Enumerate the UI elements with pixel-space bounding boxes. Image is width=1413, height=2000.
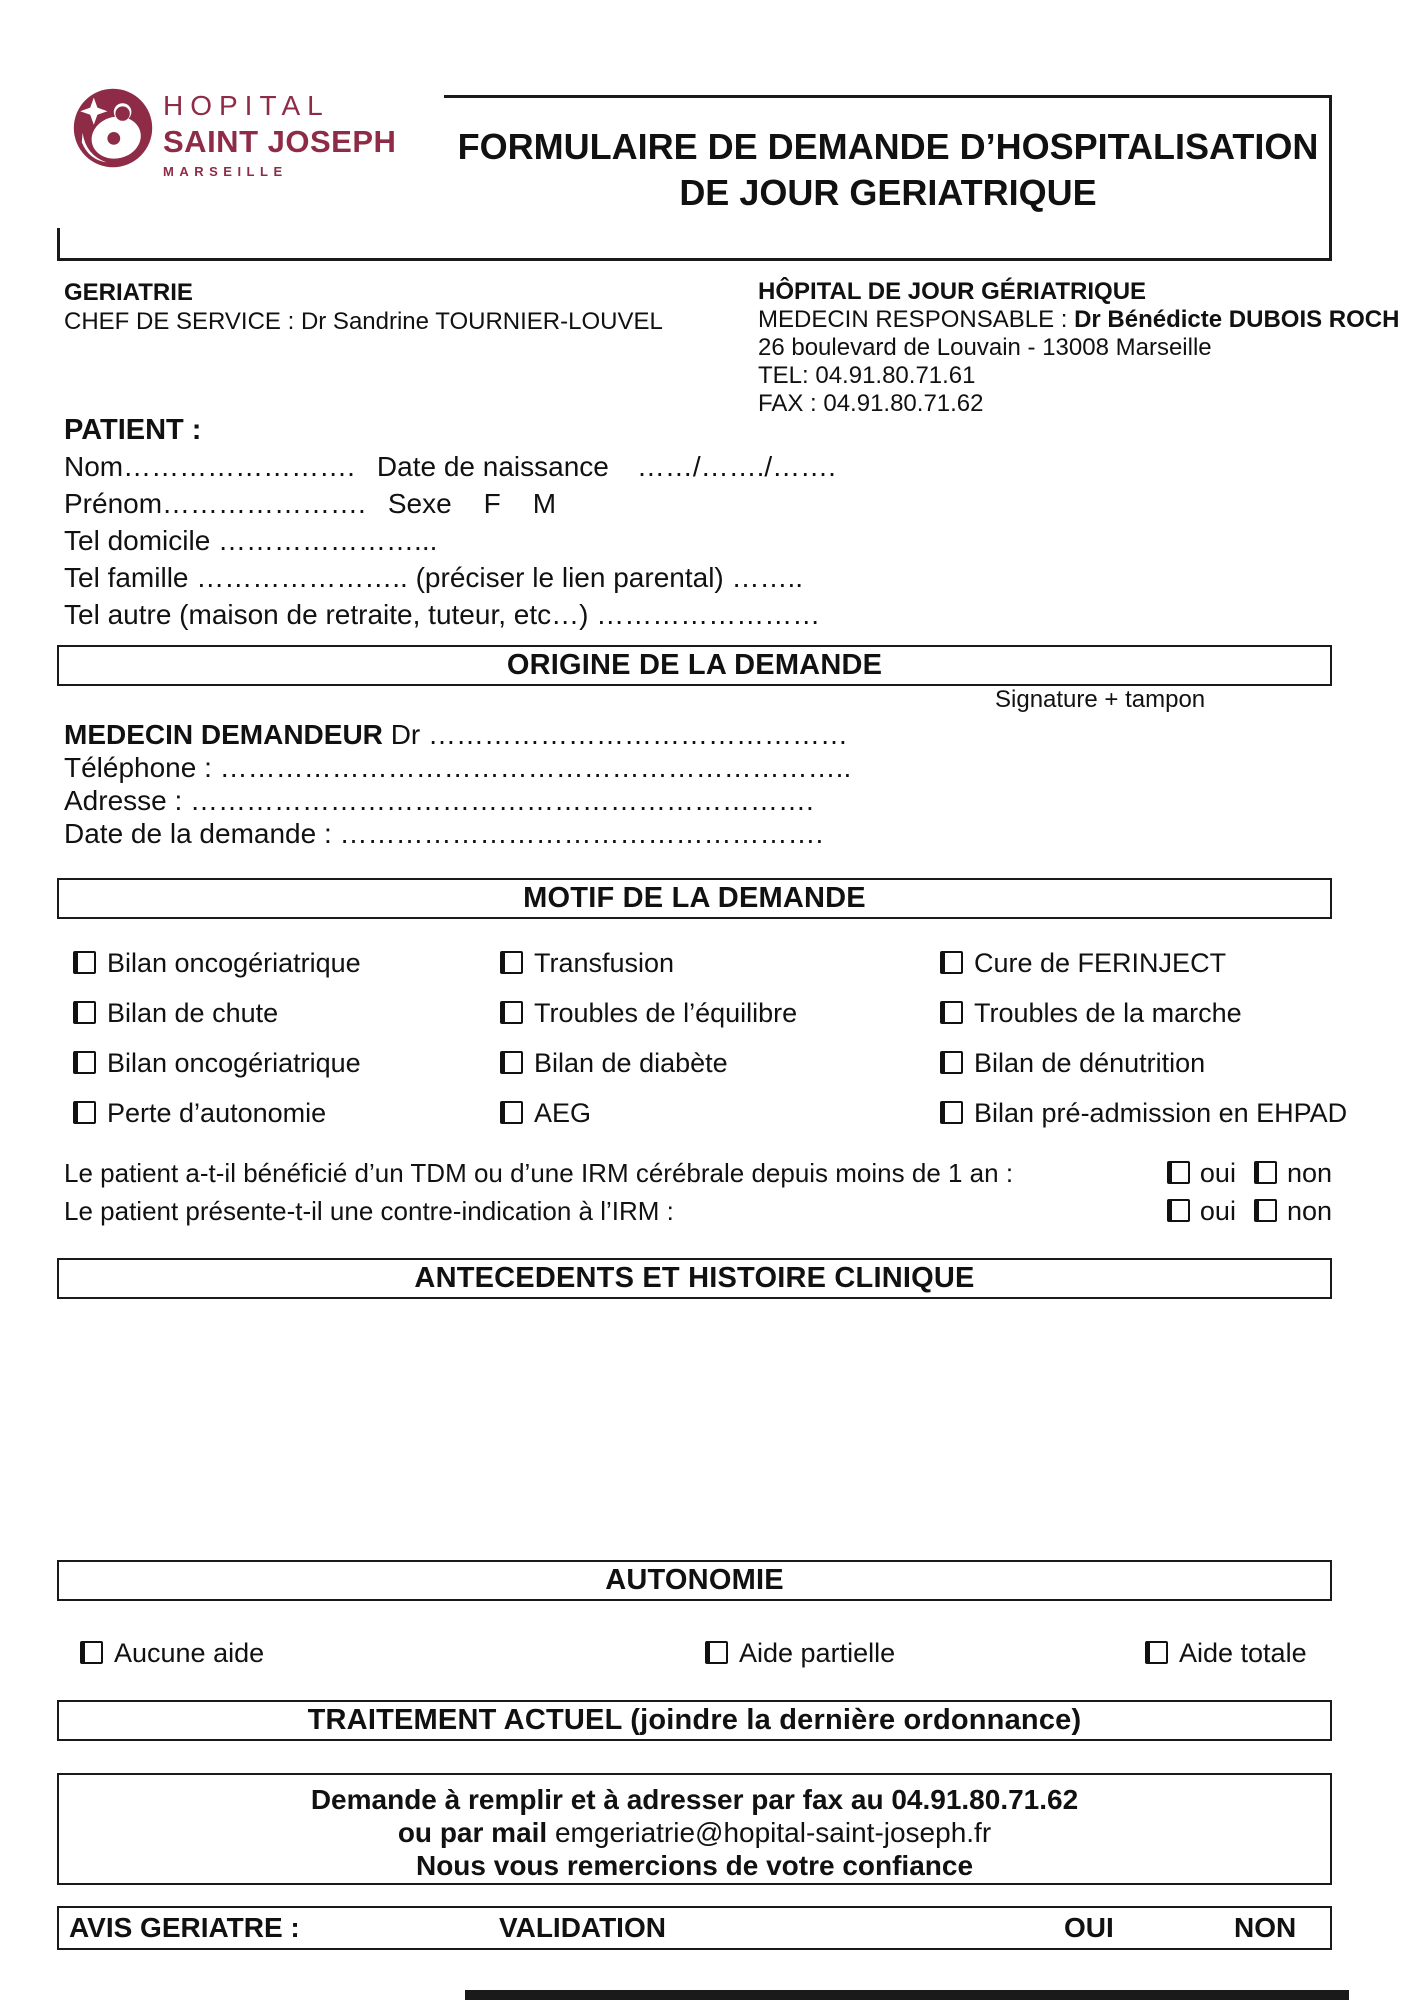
oui-non-group (1167, 1196, 1332, 1227)
autonomie-option (80, 1638, 264, 1669)
logo-line2: SAINT JOSEPH (163, 124, 397, 159)
motif-option-label: AEG (534, 1098, 592, 1128)
motif-option (940, 1098, 1347, 1129)
medecin-demandeur-line (64, 718, 851, 751)
mail-instruction-line (59, 1816, 1330, 1849)
motif-option-label: Transfusion (534, 948, 675, 978)
motif-option-label: Cure de FERINJECT (974, 948, 1227, 978)
checkbox-icon[interactable] (500, 1101, 523, 1124)
motif-option-label: Perte d’autonomie (107, 1098, 327, 1128)
hospital-logo-icon (73, 88, 153, 168)
sexe-m-option[interactable]: M (532, 488, 557, 519)
avis-geriatre-box (57, 1906, 1332, 1950)
thanks-line: Nous vous remercions de votre confiance (415, 1850, 974, 1881)
motif-option (73, 948, 361, 979)
sexe-label: Sexe (387, 488, 452, 519)
sexe-f-option[interactable]: F (483, 488, 501, 519)
nom-field-line[interactable]: Nom……………………. (64, 451, 355, 482)
origine-fields (64, 718, 851, 850)
checkbox-icon[interactable] (73, 1001, 96, 1024)
form-title (444, 124, 1332, 216)
oui-non-group (1167, 1158, 1332, 1189)
question-text: Le patient présente-t-il une contre-indication à l’IRM : (64, 1196, 674, 1226)
tel-domicile-field-line[interactable]: Tel domicile …………………... (64, 525, 438, 556)
motif-option (73, 998, 278, 1029)
form-title-line1: FORMULAIRE DE DEMANDE D’HOSPITALISATION (457, 126, 1319, 167)
contact-responsable (758, 306, 1399, 334)
motif-option-label: Bilan de dénutrition (974, 1048, 1206, 1078)
patient-prenom-line (64, 485, 836, 522)
avis-oui-option[interactable]: OUI (1064, 1912, 1114, 1943)
autonomie-option (1145, 1638, 1307, 1669)
patient-section-label: PATIENT : (64, 414, 202, 446)
contact-resp-label: MEDECIN RESPONSABLE : (758, 306, 1075, 333)
motif-option-label: Troubles de la marche (974, 998, 1242, 1028)
autonomie-option (705, 1638, 895, 1669)
motif-option (940, 1048, 1205, 1079)
motif-option-label: Bilan oncogériatrique (107, 1048, 361, 1078)
non-label: non (1286, 1196, 1332, 1226)
adresse-field-line[interactable]: Adresse : …………………………………………………………. (64, 785, 814, 816)
contact-block (758, 278, 1399, 418)
checkbox-icon[interactable] (73, 1101, 96, 1124)
checkbox-icon[interactable] (940, 1101, 963, 1124)
checkbox-icon[interactable] (940, 951, 963, 974)
checkbox-icon[interactable] (73, 1051, 96, 1074)
motif-option-label: Bilan pré-admission en EHPAD (974, 1098, 1348, 1128)
checkbox-icon[interactable] (80, 1641, 103, 1664)
contact-name: HÔPITAL DE JOUR GÉRIATRIQUE (758, 278, 1147, 305)
contact-tel: TEL: 04.91.80.71.61 (758, 362, 976, 389)
oui-label: oui (1199, 1158, 1236, 1188)
mail-instruction-prefix: ou par mail (397, 1817, 555, 1848)
service-chief: CHEF DE SERVICE : Dr Sandrine TOURNIER-LOUVEL (64, 308, 663, 335)
service-block (64, 278, 663, 336)
logo-line1: HOPITAL (163, 90, 330, 121)
telephone-field-line[interactable]: Téléphone : ………………………………………………………….. (64, 752, 852, 783)
oui-checkbox-icon[interactable] (1167, 1161, 1190, 1184)
motif-option (73, 1048, 361, 1079)
motif-option (940, 998, 1242, 1029)
patient-fields (64, 448, 836, 633)
medecin-demandeur-label: MEDECIN DEMANDEUR (64, 719, 391, 750)
contact-fax: FAX : 04.91.80.71.62 (758, 390, 984, 417)
motif-option (500, 948, 674, 979)
dob-field-line[interactable]: ……/……./……. (636, 451, 836, 482)
contact-address: 26 boulevard de Louvain - 13008 Marseille (758, 334, 1212, 361)
motif-option-label: Bilan de chute (107, 998, 279, 1028)
tel-autre-field-line[interactable]: Tel autre (maison de retraite, tuteur, etc…) …………………… (64, 599, 821, 630)
motif-section-header: MOTIF DE LA DEMANDE (57, 878, 1332, 919)
instructions-box (57, 1773, 1332, 1885)
dob-label: Date de naissance (376, 451, 609, 482)
motif-option-label: Bilan de diabète (534, 1048, 728, 1078)
checkbox-icon[interactable] (500, 1001, 523, 1024)
autonomie-option-label: Aucune aide (114, 1638, 265, 1668)
question-contre-indication (64, 1196, 1332, 1227)
header-left-tick (57, 228, 60, 258)
origine-section-header: ORIGINE DE LA DEMANDE (57, 645, 1332, 686)
checkbox-icon[interactable] (500, 1051, 523, 1074)
motif-option (500, 1098, 591, 1129)
autonomie-section-header: AUTONOMIE (57, 1560, 1332, 1601)
patient-nom-line (64, 448, 836, 485)
traitement-section-header: TRAITEMENT ACTUEL (joindre la dernière ordonnance) (57, 1700, 1332, 1741)
medecin-demandeur-field-line[interactable]: Dr ……………………………………… (390, 719, 849, 750)
logo-line3: MARSEILLE (163, 164, 288, 179)
oui-checkbox-icon[interactable] (1167, 1199, 1190, 1222)
autonomie-option-label: Aide totale (1179, 1638, 1307, 1668)
form-title-line2: DE JOUR GERIATRIQUE (679, 172, 1097, 213)
email-address: emgeriatrie@hopital-saint-joseph.fr (554, 1817, 992, 1848)
fax-instruction-line: Demande à remplir et à adresser par fax au 04.91.80.71.62 (310, 1784, 1079, 1815)
contact-resp-name: Dr Bénédicte DUBOIS ROCH (1074, 306, 1400, 333)
checkbox-icon[interactable] (500, 951, 523, 974)
motif-option-label: Troubles de l’équilibre (534, 998, 798, 1028)
antecedents-section-header: ANTECEDENTS ET HISTOIRE CLINIQUE (57, 1258, 1332, 1299)
non-checkbox-icon[interactable] (1254, 1199, 1277, 1222)
motif-option (940, 948, 1226, 979)
motif-option (500, 1048, 728, 1079)
checkbox-icon[interactable] (705, 1641, 728, 1664)
checkbox-icon[interactable] (940, 1051, 963, 1074)
service-dept: GERIATRIE (64, 279, 193, 306)
motif-option (73, 1098, 326, 1129)
non-label: non (1286, 1158, 1332, 1188)
header-bottom-border (57, 258, 1332, 261)
motif-option-label: Bilan oncogériatrique (107, 948, 361, 978)
avis-non-option[interactable]: NON (1234, 1912, 1297, 1943)
signature-tampon-label: Signature + tampon (995, 686, 1206, 713)
title-box-top-border (444, 95, 1332, 98)
oui-label: oui (1199, 1196, 1236, 1226)
checkbox-icon[interactable] (73, 951, 96, 974)
non-checkbox-icon[interactable] (1254, 1161, 1277, 1184)
checkbox-icon[interactable] (940, 1001, 963, 1024)
question-tdm-irm (64, 1158, 1332, 1189)
hospital-logo-text (163, 90, 396, 179)
motif-option (500, 998, 797, 1029)
avis-label: AVIS GERIATRE : (69, 1912, 300, 1943)
page-cutoff-bar (465, 1990, 1349, 2000)
autonomie-option-label: Aide partielle (739, 1638, 896, 1668)
date-demande-field-line[interactable]: Date de la demande : ……………………………………………. (64, 818, 824, 849)
prenom-field-line[interactable]: Prénom…………………. (64, 488, 366, 519)
tel-famille-field-line[interactable]: Tel famille ………………….. (préciser le lien parental) …….. (64, 562, 804, 593)
checkbox-icon[interactable] (1145, 1641, 1168, 1664)
avis-validation-label: VALIDATION (499, 1912, 666, 1943)
question-text: Le patient a-t-il bénéficié d’un TDM ou d’une IRM cérébrale depuis moins de 1 an : (64, 1158, 1014, 1188)
